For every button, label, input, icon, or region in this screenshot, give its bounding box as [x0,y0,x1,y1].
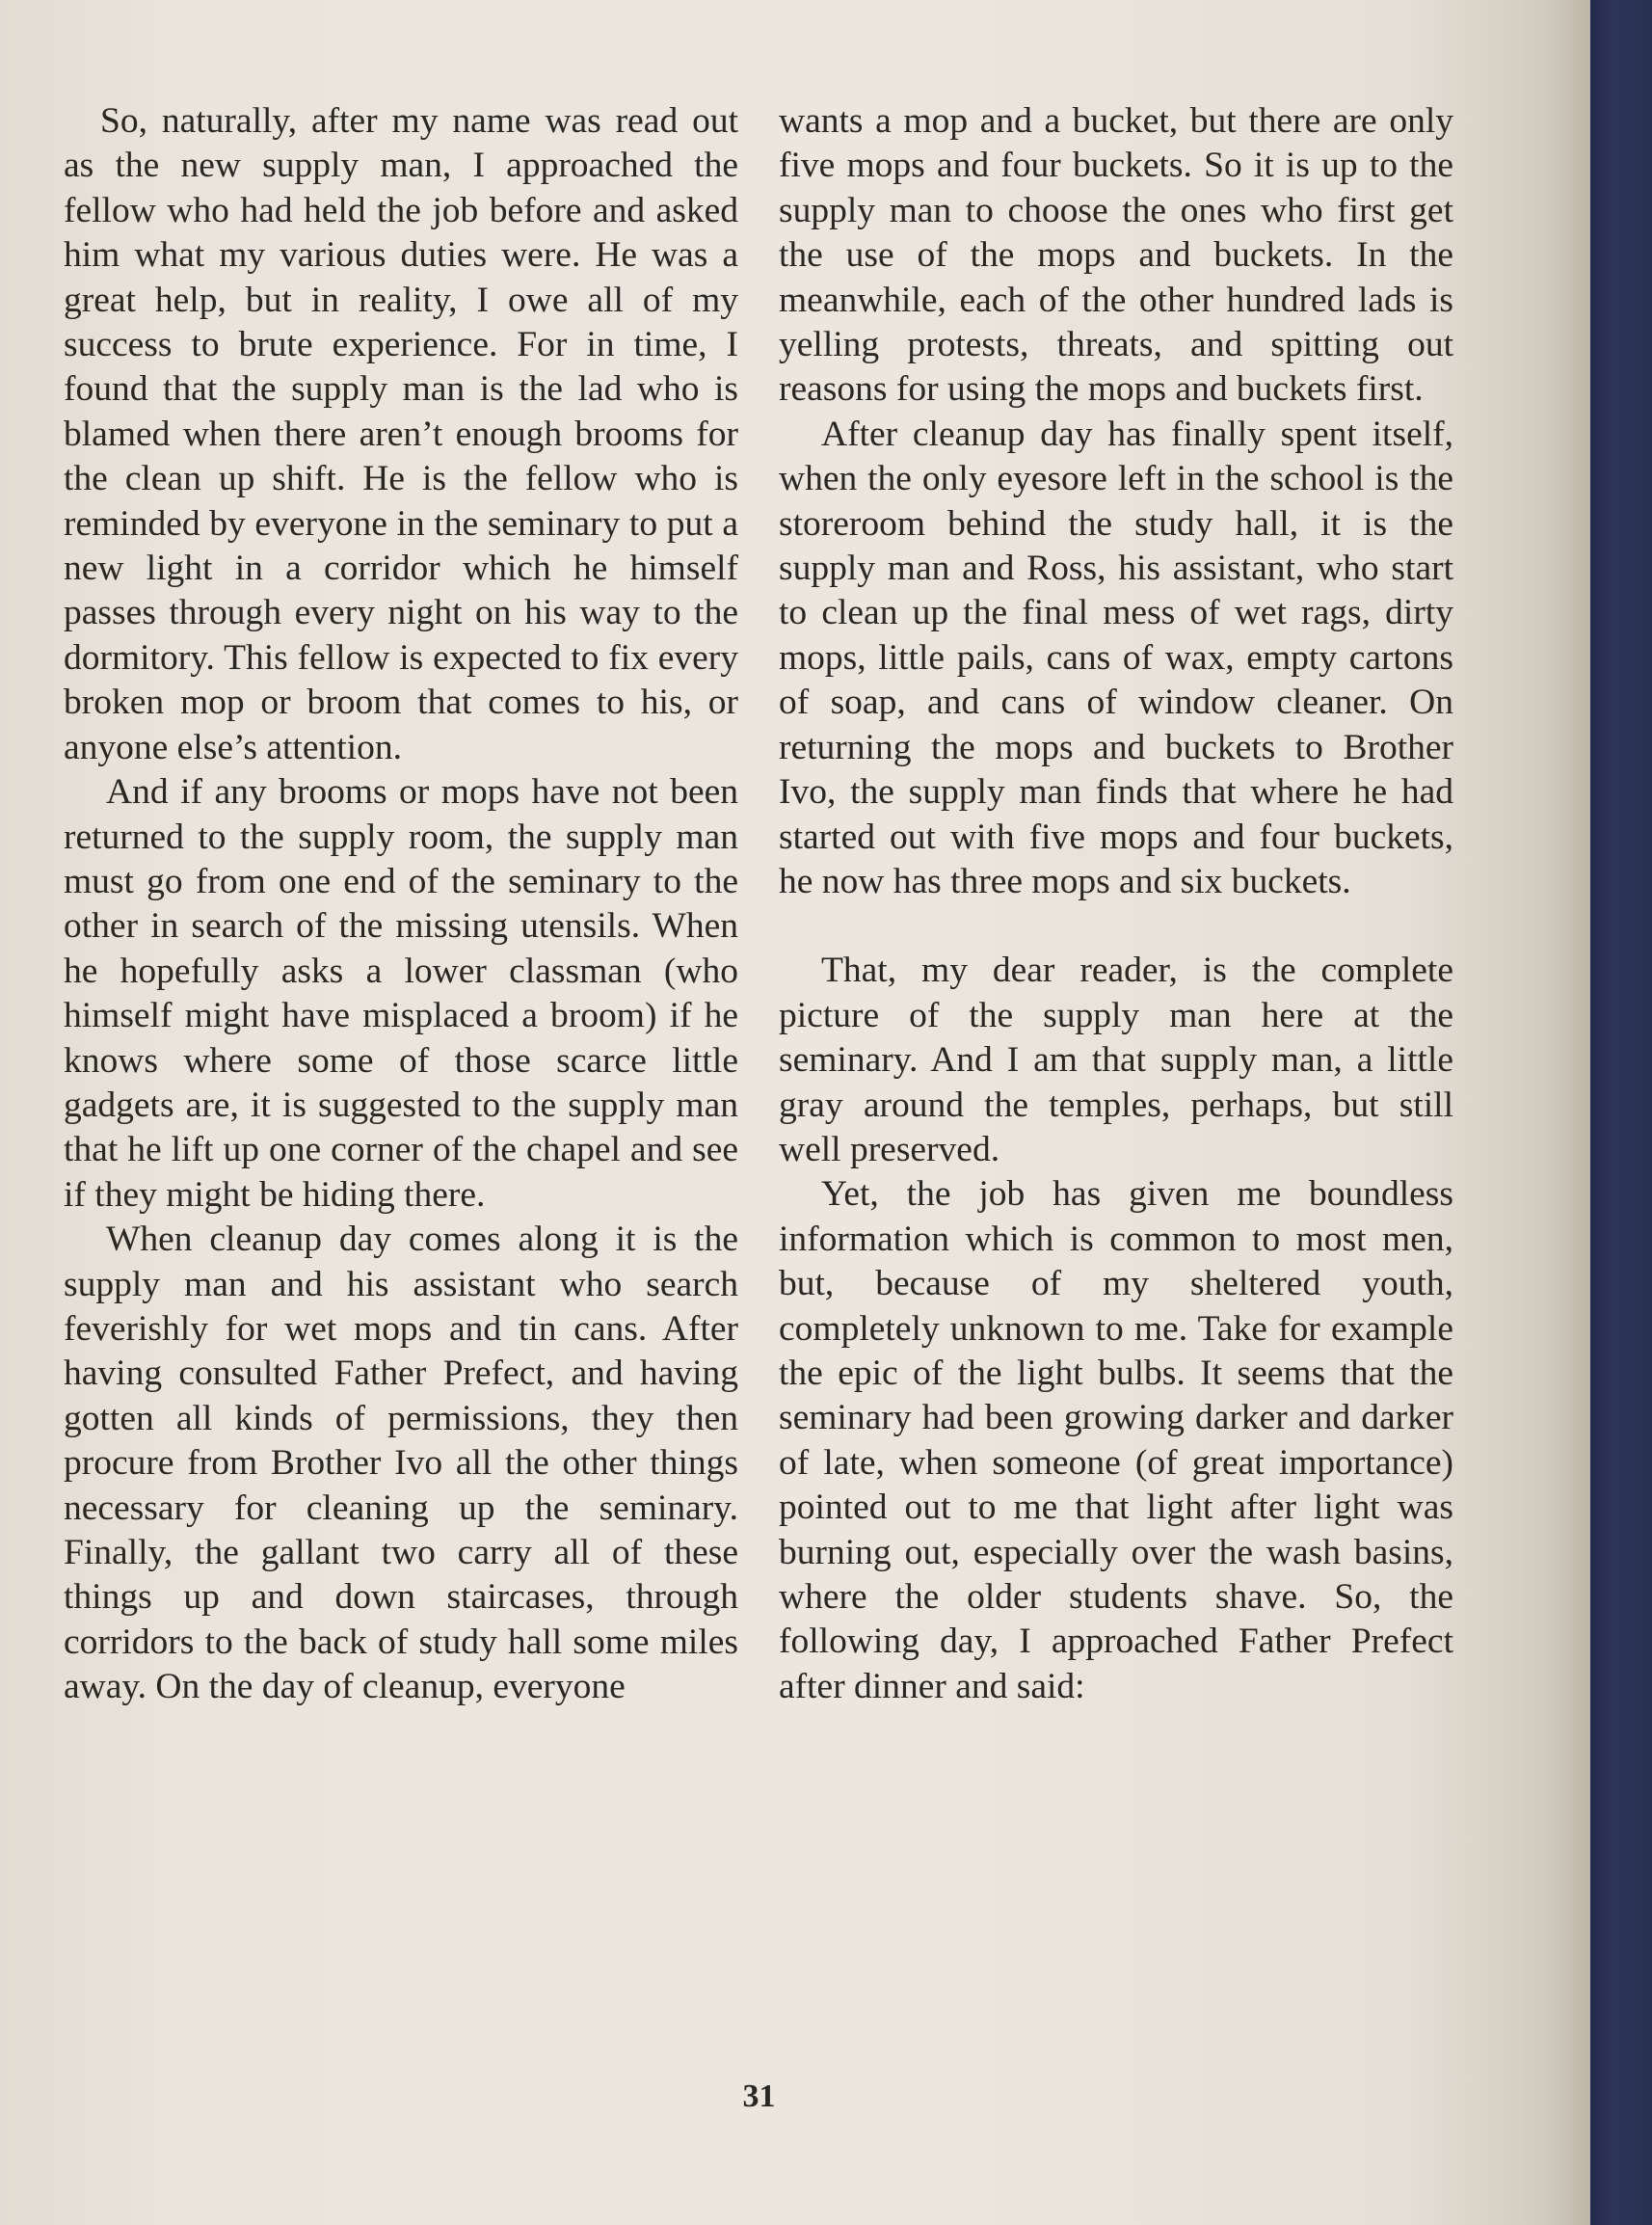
left-column [64,99,738,1710]
right-paragraph-3: That, my dear reader, is the complete picture of the supply man here at the seminary. And I am that supply man, a little gray around the temples, perhaps, but still well preserved. [779,951,1453,1169]
right-paragraph-4: Yet, the job has given me boundless information which is common to most men, but, because of my sheltered youth, completely unknown to me. Take for example the epic of the light bulbs. It seems that the seminary had been growing darker and darker of late, when someone (of great importance) pointed out to me that light after light was burning out, especially over the wash basins, where the older students shave. So, the following day, I approached Father Prefect after dinner and said: [779,1174,1453,1706]
right-paragraph-1: wants a mop and a bucket, but there are only five mops and four buckets. So it is up to the supply man to choose the ones who first get the use of the mops and buckets. In the meanwhile, each of the other hundred lads is yelling protests, threats, and spitting out reasons for using the mops and buckets first. [779,101,1453,410]
left-paragraph-1: So, naturally, after my name was read out as the new supply man, I approached the fellow who had held the job before and asked him what my various duties were. He was a great help, but in reality, I owe all of my success to brute experience. For in time, I found that the supply man is the lad who is blamed when there aren’t enough brooms for the clean up shift. He is the fellow who is reminded by everyone in the seminary to put a new light in a corridor which he himself passes through every night on his way to the dormitory. This fellow is expected to fix every broken mop or broom that comes to his, or anyone else’s attention. [64,101,738,767]
left-paragraph-2: And if any brooms or mops have not been returned to the supply room, the supply man must go from one end of the seminary to the other in search of the missing utensils. When he hopefully asks a lower classman (who himself might have misplaced a broom) if he knows where some of those scarce little gadgets are, it is suggested to the supply man that he lift up one corner of the chapel and see if they might be hiding there. [64,772,738,1215]
book-cover-edge [1590,0,1652,2225]
page-number: 31 [742,2078,776,2114]
right-column [779,99,1453,1709]
left-paragraph-3: When cleanup day comes along it is the supply man and his assistant who search feverishly for wet mops and tin cans. After having consulted Father Prefect, and having gotten all kinds of permissions, they then procure from Brother Ivo all the other things necessary for cleaning up the seminary. Finally, the gallant two carry all of these things up and down staircases, through corridors to the back of study hall some miles away. On the day of cleanup, everyone [64,1220,738,1707]
right-paragraph-2: After cleanup day has finally spent itself, when the only eyesore left in the school is the storeroom behind the study hall, it is the supply man and Ross, his assistant, who start to clean up the final mess of wet rags, dirty mops, little pails, cans of wax, empty cartons of soap, and cans of window cleaner. On returning the mops and buckets to Brother Ivo, the supply man finds that where he had started out with five mops and four buckets, he now has three mops and six buckets. [779,414,1453,901]
